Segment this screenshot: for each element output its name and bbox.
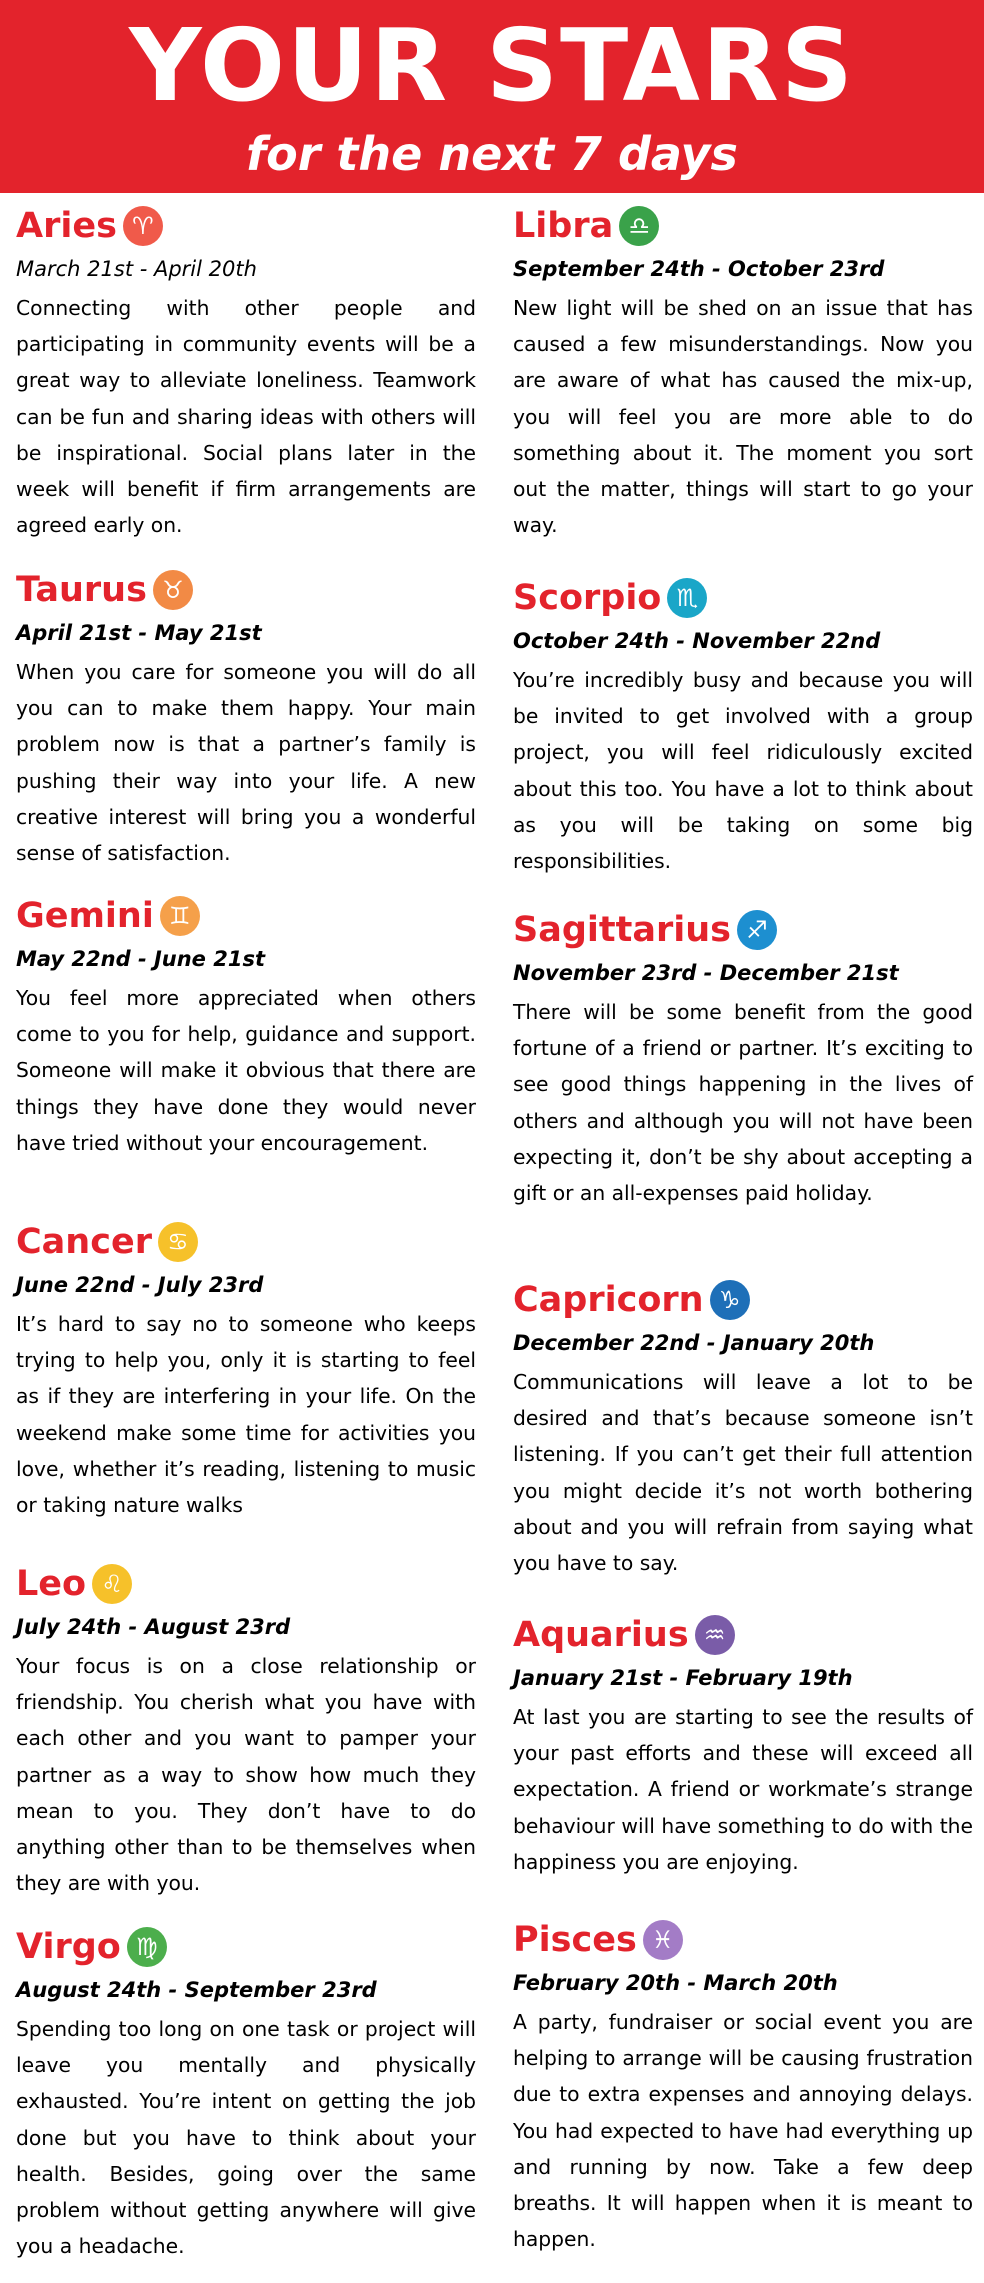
sign-name: Aquarius bbox=[513, 1615, 689, 1655]
sign-forecast: Your focus is on a close relationship or friendship. You cherish what you have with each other and you want to pamper your partner as a way to show how much they mean to you. They don’t have to do anything other than to be themselves when they are with you. bbox=[16, 1654, 476, 1896]
sign-name: Gemini bbox=[16, 896, 154, 936]
page-title: YOUR STARS bbox=[129, 7, 855, 124]
virgo-icon: ♍ bbox=[127, 1927, 167, 1967]
sign-forecast: You feel more appreciated when others come to you for help, guidance and support. Someone will make it obvious that there are things they have done they would never have tried without your encouragement. bbox=[16, 986, 476, 1155]
sign-forecast: There will be some benefit from the good fortune of a friend or partner. It’s exciting to see good things happening in the lives of others and although you will not have been expecting it, don’t be shy about accepting a gift or an all-expenses paid holiday. bbox=[513, 1000, 973, 1206]
sign-dates: April 21st - May 21st bbox=[16, 621, 262, 645]
cancer-icon: ♋ bbox=[158, 1222, 198, 1262]
sign-forecast: New light will be shed on an issue that has caused a few misunderstandings. Now you are aware of what has caused the mix-up, you will feel you are more able to do something about it. The moment you sort out the matter, things will start to go your way. bbox=[513, 296, 973, 538]
page-subtitle: for the next 7 days bbox=[246, 127, 738, 181]
sign-name: Aries bbox=[16, 206, 117, 246]
sign-gemini bbox=[16, 890, 476, 1161]
sign-forecast: When you care for someone you will do all you can to make them happy. Your main problem now is that a partner’s family is pushing their way into your life. A new creative interest will bring you a wonderful sense of satisfaction. bbox=[16, 660, 476, 866]
sign-dates: July 24th - August 23rd bbox=[16, 1615, 291, 1639]
sign-dates: March 21st - April 20th bbox=[16, 257, 257, 281]
sign-name: Cancer bbox=[16, 1222, 152, 1262]
sign-cancer bbox=[16, 1216, 476, 1523]
sign-sagittarius bbox=[513, 904, 973, 1211]
sign-dates: January 21st - February 19th bbox=[513, 1666, 853, 1690]
leo-icon: ♌ bbox=[92, 1564, 132, 1604]
sign-name: Scorpio bbox=[513, 578, 662, 618]
sign-name: Sagittarius bbox=[513, 910, 731, 950]
sign-aquarius bbox=[513, 1609, 973, 1880]
taurus-icon: ♉ bbox=[153, 570, 193, 610]
sign-name: Leo bbox=[16, 1564, 87, 1604]
gemini-icon: ♊ bbox=[160, 896, 200, 936]
sign-name: Libra bbox=[513, 206, 614, 246]
capricorn-icon: ♑ bbox=[710, 1280, 750, 1320]
sign-forecast: It’s hard to say no to someone who keeps trying to help you, only it is starting to feel as if they are interfering in your life. On the weekend make some time for activities you love, whether it’s reading, listening to music or taking nature walks bbox=[16, 1312, 476, 1518]
pisces-icon: ♓ bbox=[643, 1920, 683, 1960]
sign-aries bbox=[16, 200, 476, 543]
header-banner bbox=[0, 0, 984, 193]
sign-dates: October 24th - November 22nd bbox=[513, 629, 881, 653]
sign-leo bbox=[16, 1558, 476, 1901]
sign-taurus bbox=[16, 564, 476, 871]
sign-capricorn bbox=[513, 1274, 973, 1581]
aquarius-icon: ♒ bbox=[695, 1615, 735, 1655]
sign-dates: December 22nd - January 20th bbox=[513, 1331, 875, 1355]
sign-forecast: A party, fundraiser or social event you are helping to arrange will be causing frustration due to extra expenses and annoying delays. You had expected to have had everything up and running by now. Take a few deep breaths. It will happen when it is meant to happen. bbox=[513, 2010, 973, 2252]
sign-name: Virgo bbox=[16, 1927, 121, 1967]
sign-pisces bbox=[513, 1914, 973, 2257]
sign-forecast: At last you are starting to see the results of your past efforts and these will exceed all expectation. A friend or workmate’s strange behaviour will have something to do with the happiness you are enjoying. bbox=[513, 1705, 973, 1874]
sign-dates: August 24th - September 23rd bbox=[16, 1978, 377, 2002]
aries-icon: ♈ bbox=[123, 206, 163, 246]
sagittarius-icon: ♐ bbox=[737, 910, 777, 950]
sign-dates: February 20th - March 20th bbox=[513, 1971, 838, 1995]
sign-forecast: Spending too long on one task or project will leave you mentally and physically exhausted. You’re intent on getting the job done but you have to think about your health. Besides, going over the same problem without getting anywhere will give you a headache. bbox=[16, 2017, 476, 2259]
sign-name: Capricorn bbox=[513, 1280, 704, 1320]
sign-dates: September 24th - October 23rd bbox=[513, 257, 885, 281]
sign-name: Taurus bbox=[16, 570, 147, 610]
scorpio-icon: ♏ bbox=[667, 578, 707, 618]
sign-name: Pisces bbox=[513, 1920, 637, 1960]
sign-dates: November 23rd - December 21st bbox=[513, 961, 899, 985]
sign-forecast: You’re incredibly busy and because you will be invited to get involved with a group project, you will feel ridiculously excited about this too. You have a lot to think about as you will be taking on some big responsibilities. bbox=[513, 668, 973, 874]
sign-forecast: Connecting with other people and participating in community events will be a great way to alleviate loneliness. Teamwork can be fun and sharing ideas with others will be inspirational. Social plans later in the week will benefit if firm arrangements are agreed early on. bbox=[16, 296, 476, 538]
sign-virgo bbox=[16, 1921, 476, 2264]
sign-libra bbox=[513, 200, 973, 543]
sign-forecast: Communications will leave a lot to be desired and that’s because someone isn’t listening. If you can’t get their full attention you might decide it’s not worth bothering about and you will refrain from saying what you have to say. bbox=[513, 1370, 973, 1576]
sign-scorpio bbox=[513, 572, 973, 879]
libra-icon: ♎ bbox=[619, 206, 659, 246]
sign-dates: May 22nd - June 21st bbox=[16, 947, 265, 971]
sign-dates: June 22nd - July 23rd bbox=[16, 1273, 264, 1297]
